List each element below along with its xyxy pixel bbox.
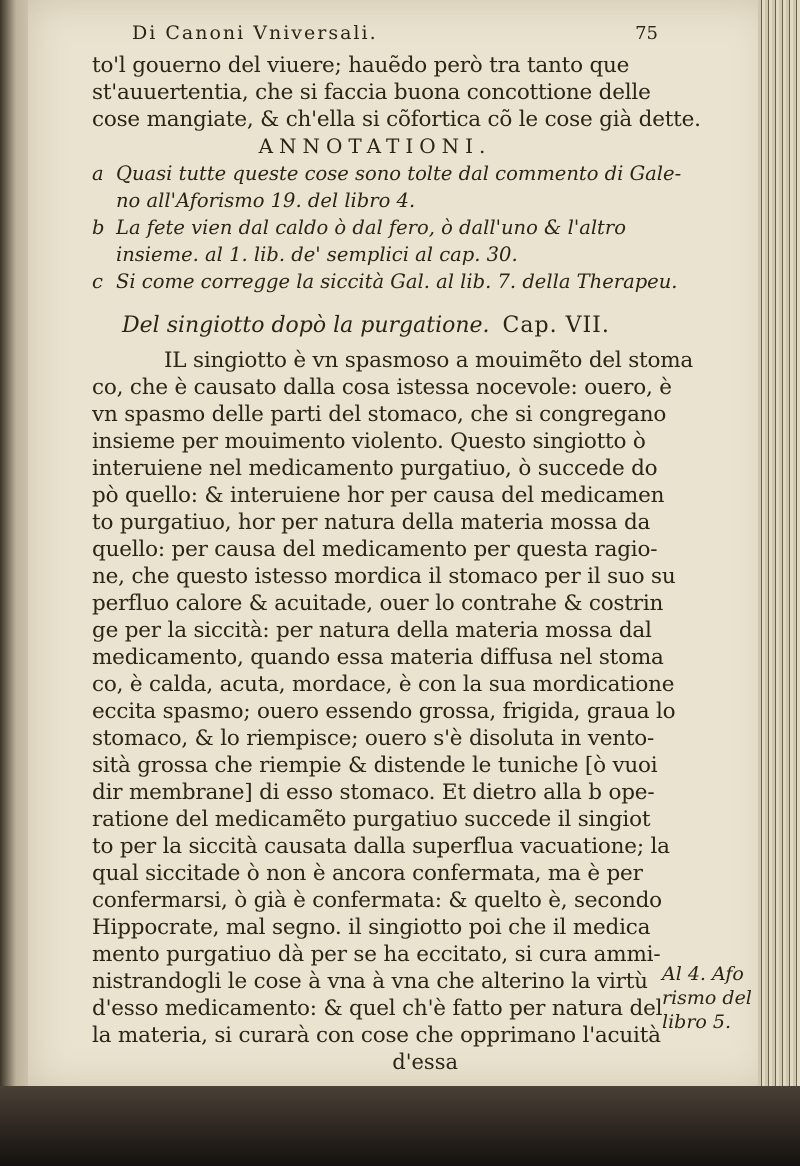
- text-line: interuiene nel medicamento purgatiuo, ò succede do: [92, 456, 658, 481]
- catchword: d'essa: [392, 1050, 458, 1074]
- annotation-note: a Quasi tutte queste cose sono tolte dal commento di Gale-: [92, 162, 682, 185]
- chapter-heading: [122, 309, 658, 343]
- chapter-title: Del singiotto dopò la purgatione.: [122, 313, 490, 338]
- annotation-note-cont: insieme. al 1. lib. de' semplici al cap. 30.: [116, 243, 518, 266]
- text-line: ne, che questo istesso mordica il stomaco per il suo su: [92, 564, 676, 589]
- text-line: dir membrane] di esso stomaco. Et dietro alla b ope-: [92, 780, 655, 805]
- text-line: co, che è causato dalla cosa istessa nocevole: ouero, è: [92, 375, 672, 400]
- text-line: cose mangiate, & ch'ella si cõfortica cõ le cose già dette.: [92, 107, 701, 132]
- text-line: quello: per causa del medicamento per questa ragio-: [92, 537, 658, 562]
- page-edges: [758, 0, 800, 1120]
- text-line: nistrandogli le cose à vna à vna che alterino la virtù: [92, 969, 648, 994]
- annotation-list: [92, 160, 682, 295]
- intro-paragraph: [92, 52, 701, 133]
- annotation-note: b La fete vien dal caldo ò dal fero, ò dall'uno & l'altro: [92, 216, 626, 239]
- scan-background: [0, 1086, 800, 1166]
- text-line: mento purgatiuo dà per se ha eccitato, si cura ammi-: [92, 942, 661, 967]
- margin-note: [662, 962, 762, 1034]
- text-line: perfluo calore & acuitade, ouer lo contrahe & costrin: [92, 591, 664, 616]
- text-line: ratione del medicamẽto purgatiuo succede il singiot: [92, 807, 651, 832]
- text-line: to'l gouerno del viuere; hauẽdo però tra tanto que: [92, 53, 630, 78]
- margin-note-line: rismo del: [662, 987, 752, 1009]
- margin-note-line: libro 5.: [662, 1011, 732, 1033]
- text-line: stomaco, & lo riempisce; ouero s'è disoluta in vento-: [92, 726, 655, 751]
- running-title: Di Canoni Vniversali.: [132, 22, 378, 44]
- text-line: to per la siccità causata dalla superflua vacuatione; la: [92, 834, 670, 859]
- chapter-number: Cap. VII.: [502, 313, 610, 338]
- text-line: confermarsi, ò già è confermata: & quelto è, secondo: [92, 888, 662, 913]
- text-line: ge per la siccità: per natura della materia mossa dal: [92, 618, 652, 643]
- text-line: to purgatiuo, hor per natura della materia mossa da: [92, 510, 651, 535]
- text-line: pò quello: & interuiene hor per causa del medicamen: [92, 483, 665, 508]
- text-line: co, è calda, acuta, mordace, è con la sua mordicatione: [92, 672, 675, 697]
- margin-note-line: Al 4. Afo: [662, 963, 744, 985]
- text-line: vn spasmo delle parti del stomaco, che si congregano: [92, 402, 667, 427]
- text-line: sità grossa che riempie & distende le tuniche [ò vuoi: [92, 753, 658, 778]
- chapter-body: [92, 347, 694, 1049]
- annotation-note-cont: no all'Aforismo 19. del libro 4.: [116, 189, 416, 212]
- text-line: st'auuertentia, che si faccia buona concottione delle: [92, 80, 651, 105]
- text-line: insieme per mouimento violento. Questo singiotto ò: [92, 429, 646, 454]
- page-number: 75: [635, 23, 658, 44]
- text-line: la materia, si curarà con cose che opprimano l'acuità: [92, 1023, 661, 1048]
- annotation-note: c Si come corregge la siccità Gal. al lib. 7. della Therapeu.: [92, 270, 678, 293]
- text-line: d'esso medicamento: & quel ch'è fatto per natura del: [92, 996, 663, 1021]
- text-line: qual siccitade ò non è ancora confermata, ma è per: [92, 861, 643, 886]
- annotations-heading: ANNOTATIONI.: [258, 134, 492, 158]
- text-line: medicamento, quando essa materia diffusa nel stoma: [92, 645, 664, 670]
- text-line: Hippocrate, mal segno. il singiotto poi che il medica: [92, 915, 651, 940]
- running-header: [132, 22, 658, 52]
- text-line: eccita spasmo; ouero essendo grossa, frigida, graua lo: [92, 699, 676, 724]
- text-line: IL singiotto è vn spasmoso a mouimẽto del stoma: [164, 348, 694, 373]
